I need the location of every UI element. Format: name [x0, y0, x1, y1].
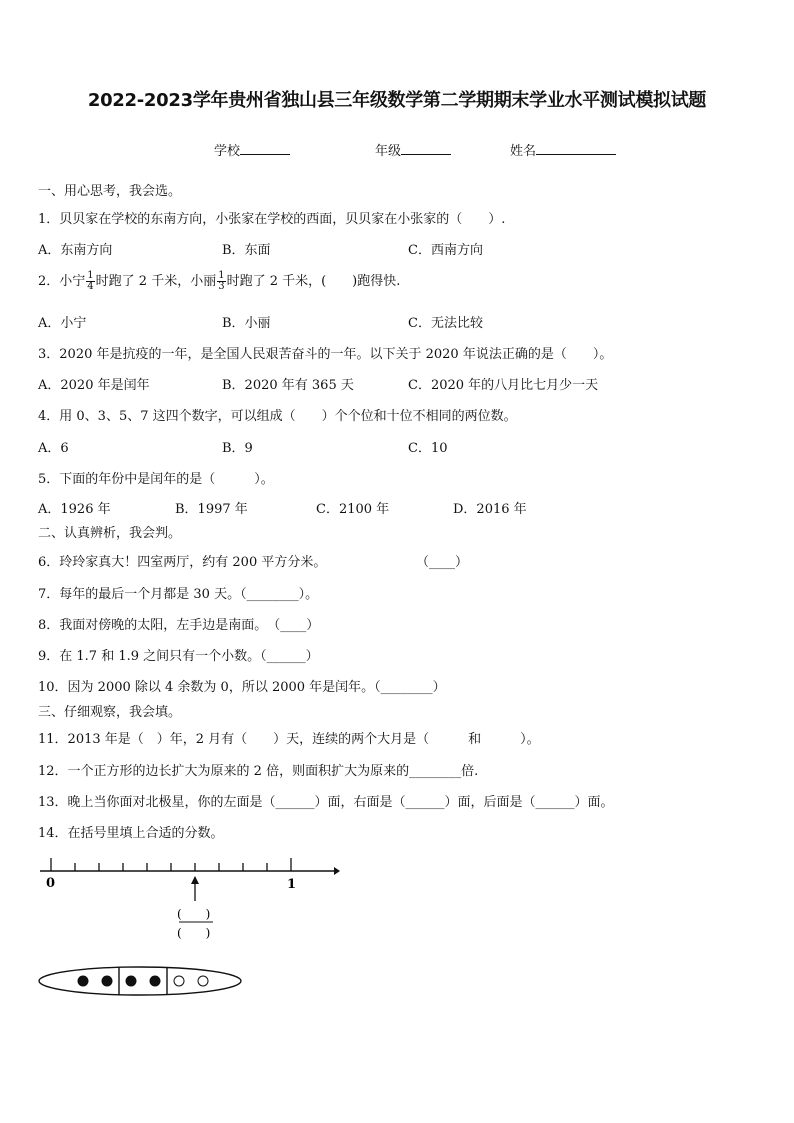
- answer-fraction-denominator[interactable]: ( ): [177, 926, 211, 940]
- filled-circle: [102, 976, 112, 986]
- section-3-heading: 三、仔细观察，我会填。: [38, 705, 182, 720]
- q3-option-b[interactable]: B．2020 年有 365 天: [222, 378, 354, 393]
- oval-frame: [39, 967, 241, 995]
- section-2-heading: 二、认真辨析，我会判。: [38, 526, 182, 541]
- q2-text-1: 2．小宁: [38, 274, 86, 289]
- question-4: 4．用 0、3、5、7 这四个数字，可以组成（ ）个个位和十位不相同的两位数。: [38, 409, 517, 424]
- question-8: 8．我面对傍晚的太阳，左手边是南面。 （____）: [38, 618, 320, 633]
- page-title: 2022-2023学年贵州省独山县三年级数学第二学期期末学业水平测试模拟试题: [87, 90, 707, 111]
- q1-option-c[interactable]: C．西南方向: [408, 243, 483, 258]
- q2-option-b[interactable]: B．小丽: [222, 316, 271, 331]
- number-line-arrowhead: [334, 867, 340, 875]
- question-10: 10．因为 2000 除以 4 余数为 0，所以 2000 年是闰年。（________）: [38, 680, 446, 695]
- q2-option-c[interactable]: C．无法比较: [408, 316, 483, 331]
- question-14: 14．在括号里填上合适的分数。: [38, 826, 224, 841]
- q2-text-3: 时跑了 2 千米，( )跑得快.: [226, 274, 401, 289]
- grade-field: [375, 140, 451, 159]
- axis-label-start: 0: [46, 876, 56, 891]
- q5-option-a[interactable]: A．1926 年: [38, 502, 111, 517]
- q5-option-b[interactable]: B．1997 年: [175, 502, 248, 517]
- q3-option-a[interactable]: A．2020 年是闰年: [38, 378, 150, 393]
- grade-label: 年级: [375, 144, 402, 159]
- question-1: 1．贝贝家在学校的东南方向，小张家在学校的西面，贝贝家在小张家的（ ）.: [38, 212, 506, 227]
- school-field: [214, 140, 290, 159]
- question-7: 7．每年的最后一个月都是 30 天。（________）。: [38, 587, 319, 602]
- number-line: [40, 858, 340, 901]
- empty-circle: [174, 976, 184, 986]
- question-2: [38, 270, 400, 292]
- name-field: [510, 140, 616, 159]
- question-9: 9．在 1.7 和 1.9 之间只有一个小数。（______）: [38, 649, 319, 664]
- q5-option-c[interactable]: C．2100 年: [316, 502, 390, 517]
- question-5: 5．下面的年份中是闰年的是（ ）。: [38, 472, 274, 487]
- q2-frac1-num: 1: [87, 270, 94, 281]
- answer-fraction-numerator[interactable]: ( ): [177, 907, 211, 921]
- q2-frac2-den: 3: [218, 281, 225, 292]
- question-3: 3．2020 年是抗疫的一年，是全国人民艰苦奋斗的一年。以下关于 2020 年说法正确的是（ ）。: [38, 347, 613, 362]
- q4-option-a[interactable]: A．6: [38, 441, 69, 456]
- q1-option-b[interactable]: B．东面: [222, 243, 271, 258]
- school-label: 学校: [214, 144, 241, 159]
- question-11: 11．2013 年是（ ）年，2 月有（ ）天，连续的两个大月是（ 和 ）。: [38, 732, 540, 747]
- q6-answer-blank[interactable]: （____）: [416, 555, 469, 570]
- school-blank[interactable]: [240, 141, 290, 155]
- q4-option-c[interactable]: C．10: [408, 441, 448, 456]
- section-1-heading: 一、用心思考，我会选。: [38, 184, 182, 199]
- q2-fraction-2: [217, 271, 225, 292]
- pointer-arrow: [191, 876, 199, 901]
- circle-group: [78, 967, 208, 995]
- q14-figure: [30, 850, 360, 1000]
- q4-option-b[interactable]: B．9: [222, 441, 253, 456]
- q2-fraction-1: [86, 271, 94, 292]
- q2-frac1-den: 4: [87, 281, 94, 292]
- grade-blank[interactable]: [401, 141, 451, 155]
- question-6: 6．玲玲家真大！四室两厅，约有 200 平方分米。: [38, 555, 327, 570]
- filled-circle: [78, 976, 88, 986]
- pointer-arrow-head: [191, 876, 199, 884]
- q1-option-a[interactable]: A．东南方向: [38, 243, 113, 258]
- q2-option-a[interactable]: A．小宁: [38, 316, 87, 331]
- question-13: 13．晚上当你面对北极星，你的左面是（______）面，右面是（______）面，后面是（______）面。: [38, 795, 614, 810]
- name-label: 姓名: [510, 144, 537, 159]
- q2-text-2: 时跑了 2 千米，小丽: [95, 274, 217, 289]
- filled-circle: [150, 976, 160, 986]
- axis-label-end: 1: [287, 877, 297, 892]
- q3-option-c[interactable]: C．2020 年的八月比七月少一天: [408, 378, 599, 393]
- question-12: 12．一个正方形的边长扩大为原来的 2 倍，则面积扩大为原来的________倍.: [38, 764, 479, 779]
- filled-circle: [126, 976, 136, 986]
- q5-option-d[interactable]: D．2016 年: [453, 502, 527, 517]
- name-blank[interactable]: [536, 141, 616, 155]
- empty-circle: [198, 976, 208, 986]
- q2-frac2-num: 1: [218, 270, 225, 281]
